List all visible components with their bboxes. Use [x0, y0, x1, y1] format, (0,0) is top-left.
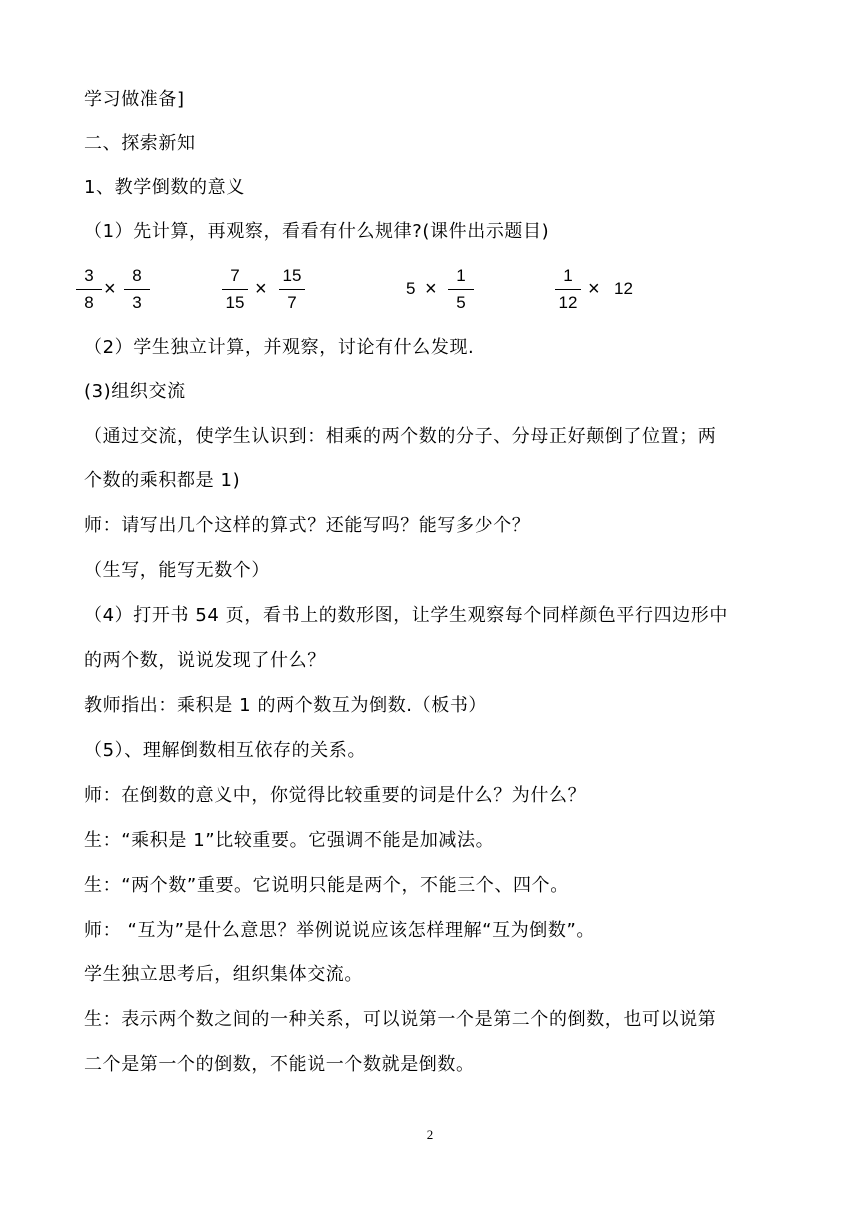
numerator: 1	[456, 266, 466, 285]
numerator: 8	[132, 266, 142, 285]
integer: 12	[614, 279, 633, 298]
text-line: 二个是第一个的倒数，不能说一个数就是倒数。	[84, 1054, 475, 1075]
denominator: 3	[132, 293, 142, 312]
text-line: 教师指出：乘积是 1 的两个数互为倒数.（板书）	[84, 695, 488, 716]
text-line: 学生独立思考后，组织集体交流。	[84, 964, 363, 985]
text-line: 学习做准备]	[84, 89, 185, 110]
fraction-bar	[76, 289, 102, 290]
denominator: 7	[287, 293, 297, 312]
numerator: 1	[563, 266, 573, 285]
text-line: 师：在倒数的意义中，你觉得比较重要的词是什么？为什么？	[84, 785, 587, 806]
numerator: 15	[282, 266, 302, 285]
text-line: （4）打开书 54 页，看书上的数形图，让学生观察每个同样颜色平行四边形中	[84, 605, 728, 626]
fraction-bar	[555, 289, 581, 290]
denominator: 5	[456, 293, 466, 312]
numerator: 3	[84, 266, 94, 285]
fraction-bar	[222, 289, 248, 290]
fraction	[76, 264, 102, 315]
text-line: （2）学生独立计算，并观察，讨论有什么发现.	[84, 337, 475, 358]
fraction-bar	[279, 289, 305, 290]
fraction	[555, 264, 581, 315]
denominator: 12	[558, 293, 578, 312]
denominator: 15	[225, 293, 245, 312]
times-sign: ×	[255, 278, 267, 300]
times-sign: ×	[588, 278, 600, 300]
numerator: 7	[230, 266, 240, 285]
times-sign: ×	[104, 278, 116, 300]
text-line: 的两个数，说说发现了什么？	[84, 650, 326, 671]
text-line: 师：请写出几个这样的算式？还能写吗？能写多少个？	[84, 515, 531, 536]
text-line: 生：表示两个数之间的一种关系，可以说第一个是第二个的倒数，也可以说第	[84, 1009, 717, 1030]
page-number: 2	[426, 1127, 434, 1142]
text-line: （1）先计算，再观察，看看有什么规律?(课件出示题目)	[84, 221, 550, 242]
fraction	[279, 264, 305, 315]
fraction	[222, 264, 248, 315]
text-line: 个数的乘积都是 1)	[84, 470, 241, 491]
subsection-heading: 1、教学倒数的意义	[84, 177, 245, 198]
text-line: （5）、理解倒数相互依存的关系。	[84, 740, 367, 761]
integer: 5	[406, 279, 416, 298]
fraction-bar	[124, 289, 150, 290]
fraction	[124, 264, 150, 315]
text-line: (3)组织交流	[84, 381, 186, 402]
fraction-expressions	[84, 262, 744, 318]
text-line: （通过交流，使学生认识到：相乘的两个数的分子、分母正好颠倒了位置；两	[84, 426, 717, 447]
text-line: 生：“两个数”重要。它说明只能是两个，不能三个、四个。	[84, 875, 569, 896]
section-heading: 二、探索新知	[84, 133, 196, 154]
text-line: 生：“乘积是 1”比较重要。它强调不能是加减法。	[84, 830, 495, 851]
text-line: （生写，能写无数个）	[84, 560, 270, 581]
fraction-bar	[448, 289, 474, 290]
times-sign: ×	[425, 278, 437, 300]
fraction	[448, 264, 474, 315]
text-line: 师： “互为”是什么意思？举例说说应该怎样理解“互为倒数”。	[84, 920, 596, 941]
denominator: 8	[84, 293, 94, 312]
